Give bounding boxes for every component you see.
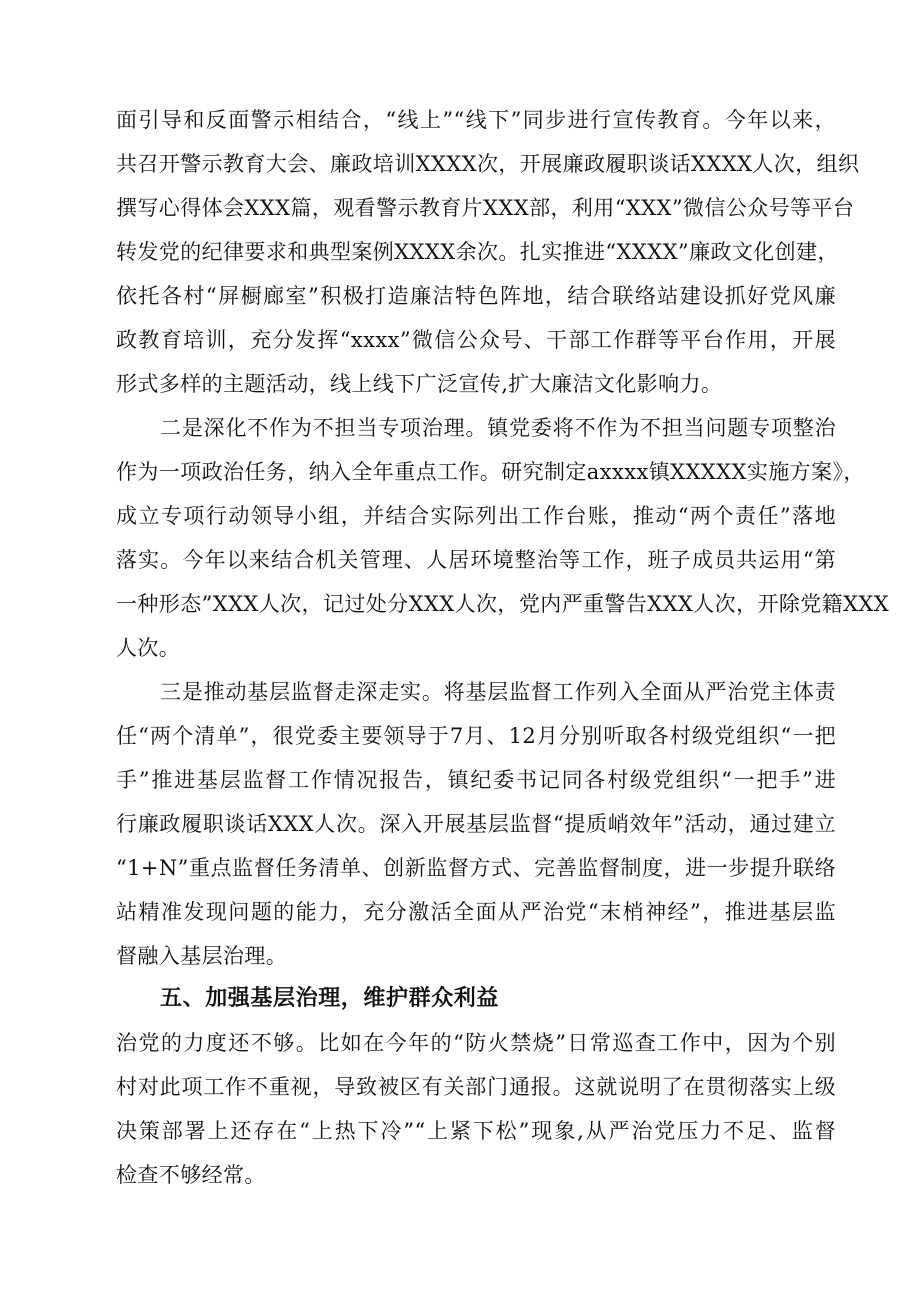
paragraph-2-line-2: 作为一项政治任务，纳入全年重点工作。研究制定axxxx镇XXXXX实施方案》， bbox=[116, 460, 865, 484]
paragraph-2-line-5: 一种形态”XXX人次，记过处分XXX人次，党内严重警告XXX人次，开除党籍XXX bbox=[116, 592, 890, 616]
paragraph-1-line-3: 撰写心得体会XXX篇，观看警示教育片XXX部，利用“XXX”微信公众号等平台 bbox=[116, 196, 855, 220]
paragraph-3-line-3: 手”推进基层监督工作情况报告，镇纪委书记同各村级党组织“一把手”进 bbox=[116, 768, 836, 792]
paragraph-2-line-3: 成立专项行动领导小组，并结合实际列出工作台账，推动“两个责任”落地 bbox=[116, 504, 836, 528]
paragraph-1-line-2: 共召开警示教育大会、廉政培训XXXX次，开展廉政履职谈话XXXX人次，组织 bbox=[116, 152, 860, 176]
paragraph-3-line-6: 站精准发现问题的能力，充分激活全面从严治党“末梢神经”，推进基层监 bbox=[116, 900, 836, 924]
paragraph-3-line-5: “1+N”重点监督任务清单、创新监督方式、完善监督制度，进一步提升联络 bbox=[116, 856, 836, 880]
paragraph-3-line-2: 任“两个清单”，很党委主要领导于7月、12月分别听取各村级党组织“一把 bbox=[116, 724, 836, 748]
paragraph-1-line-4: 转发党的纪律要求和典型案例XXXX余次。扎实推进“XXXX”廉政文化创建， bbox=[116, 240, 839, 264]
paragraph-4-line-4: 检查不够经常。 bbox=[116, 1163, 266, 1187]
section-heading: 五、加强基层治理，维护群众利益 bbox=[160, 986, 500, 1011]
paragraph-2-line-6: 人次。 bbox=[116, 636, 181, 660]
paragraph-1-line-1: 面引导和反面警示相结合，“线上”“线下”同步进行宣传教育。今年以来， bbox=[116, 108, 836, 132]
paragraph-1-line-7: 形式多样的主题活动，线上线下广泛宣传,扩大廉洁文化影响力。 bbox=[116, 372, 723, 396]
paragraph-2-line-1: 二是深化不作为不担当专项治理。镇党委将不作为不担当问题专项整治 bbox=[160, 416, 836, 440]
paragraph-4-line-3: 决策部署上还存在“上热下冷”“上紧下松”现象,从严治党压力不足、监督 bbox=[116, 1119, 836, 1143]
paragraph-1-line-5: 依托各村“屏橱廊室”积极打造廉洁特色阵地，结合联络站建设抓好党风廉 bbox=[116, 284, 836, 308]
paragraph-3-line-7: 督融入基层治理。 bbox=[116, 944, 288, 968]
paragraph-4-line-2: 村对此项工作不重视，导致被区有关部门通报。这就说明了在贯彻落实上级 bbox=[116, 1075, 836, 1099]
paragraph-4-line-1: 治党的力度还不够。比如在今年的“防火禁烧”日常巡查工作中，因为个别 bbox=[116, 1031, 836, 1055]
paragraph-3-line-1: 三是推动基层监督走深走实。将基层监督工作列入全面从严治党主体责 bbox=[160, 680, 836, 704]
paragraph-3-line-4: 行廉政履职谈话XXX人次。深入开展基层监督“提质峭效年”活动，通过建立 bbox=[116, 812, 836, 836]
paragraph-2-line-4: 落实。今年以来结合机关管理、人居环境整治等工作，班子成员共运用“第 bbox=[116, 548, 836, 572]
paragraph-1-line-6: 政教育培训，充分发挥“xxxx”微信公众号、干部工作群等平台作用，开展 bbox=[116, 328, 836, 352]
